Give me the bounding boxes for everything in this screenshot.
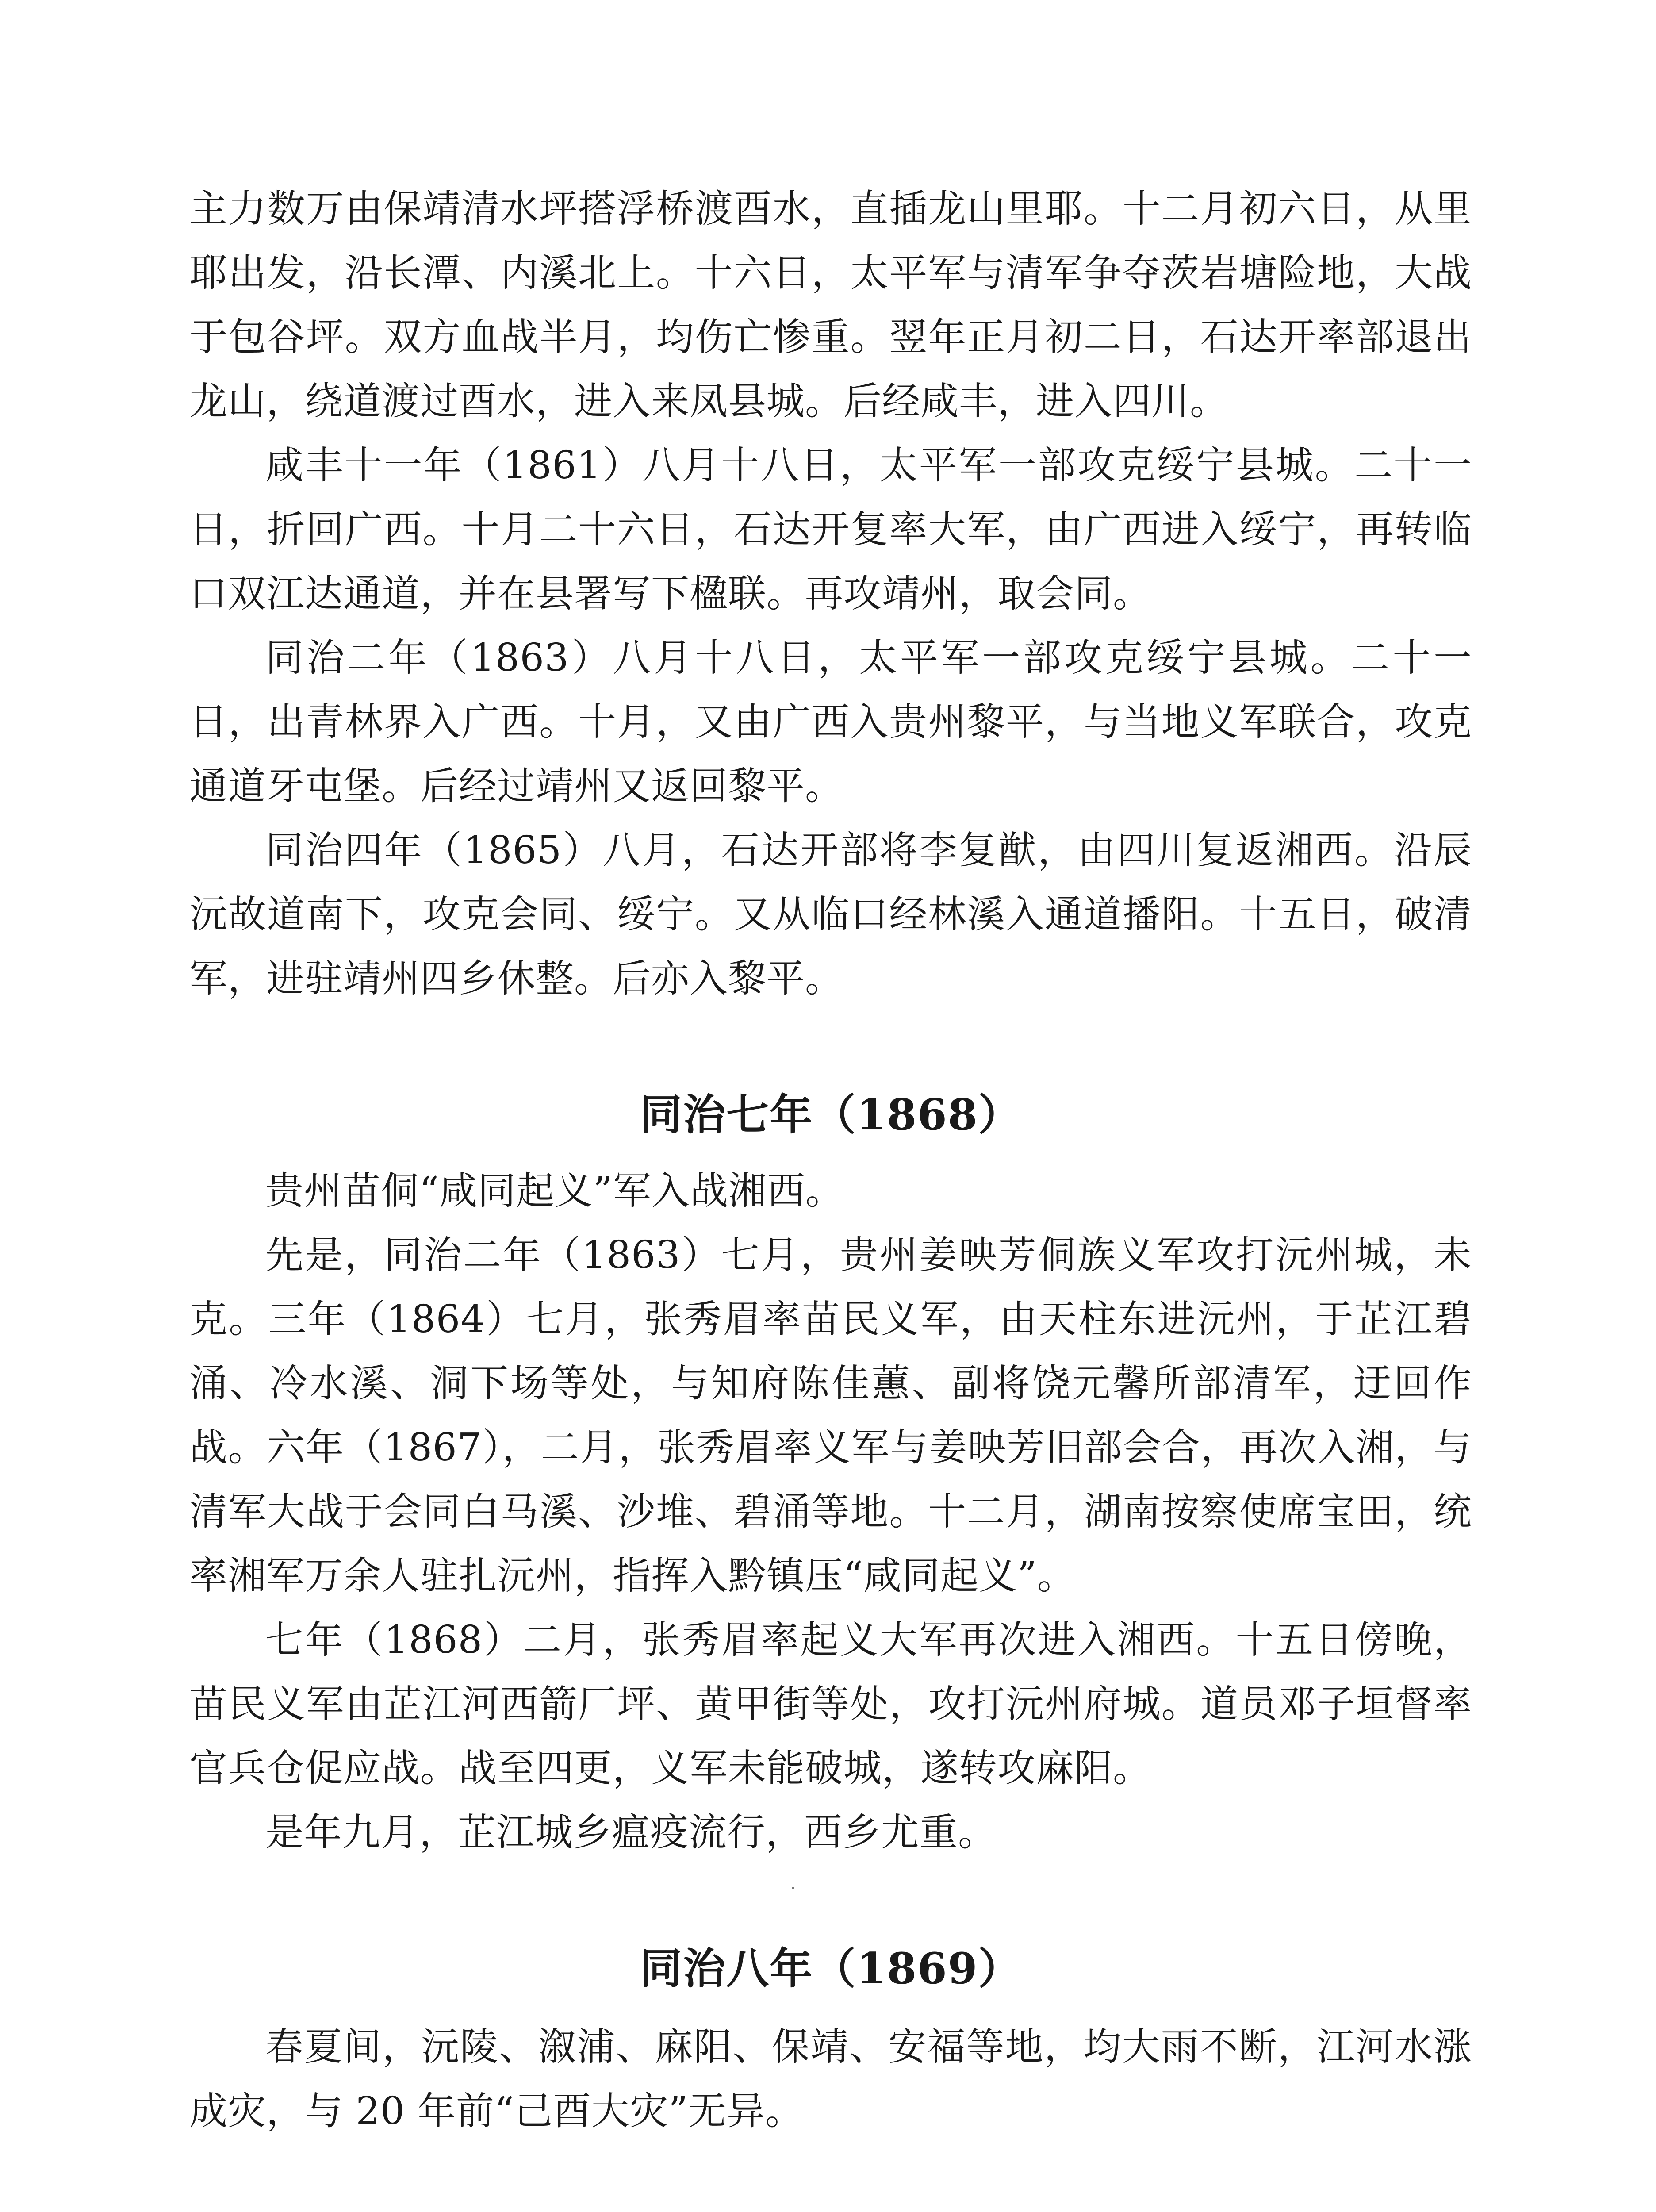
section-body [189,2015,1472,2143]
paragraph: 同治二年（1863）八月十八日，太平军一部攻克绥宁县城。二十一日，出青林界入广西。十月，又由广西入贵州黎平，与当地义军联合，攻克通道牙屯堡。后经过靖州又返回黎平。 [189,636,1472,808]
section-heading: 同治八年（1869） [640,1943,1022,1993]
paragraph: 先是，同治二年（1863）七月，贵州姜映芳侗族义军攻打沅州城，未克。三年（1864）七月，张秀眉率苗民义军，由天柱东进沅州，于芷江碧涌、冷水溪、洞下场等处，与知府陈佳蕙、副将饶元馨所部清军，迂回作战。六年（1867），二月，张秀眉率义军与姜映芳旧部会合，再次入湘，与清军大战于会同白马溪、沙堆、碧涌等地。十二月，湖南按察使席宝田，统率湘军万余人驻扎沅州，指挥入黔镇压“咸同起义”。 [189,1233,1472,1598]
paragraph: 是年九月，芷江城乡瘟疫流行，西乡尤重。 [265,1810,997,1855]
section-body [189,1159,1472,1865]
paragraph: 春夏间，沅陵、溆浦、麻阳、保靖、安福等地，均大雨不断，江河水涨成灾，与 20 年前“己酉大灾”无异。 [189,2025,1472,2133]
paragraph: 同治四年（1865）八月，石达开部将李复猷，由四川复返湘西。沿辰沅故道南下，攻克会同、绥宁。又从临口经林溪入通道播阳。十五日，破清军，进驻靖州四乡休整。后亦入黎平。 [189,828,1472,1001]
paragraph: 主力数万由保靖清水坪搭浮桥渡酉水，直插龙山里耶。十二月初六日，从里耶出发，沿长潭、内溪北上。十六日，太平军与清军争夺茨岩塘险地，大战于包谷坪。双方血战半月，均伤亡惨重。翌年正月初二日，石达开率部退出龙山，绕道渡过酉水，进入来凤县城。后经咸丰，进入四川。 [189,187,1472,423]
paragraph: 贵州苗侗“咸同起义”军入战湘西。 [265,1169,844,1213]
intro-section [189,177,1472,1011]
section-heading: 同治七年（1868） [640,1090,1022,1140]
paragraph: 七年（1868）二月，张秀眉率起义大军再次进入湘西。十五日傍晚，苗民义军由芷江河西箭厂坪、黄甲街等处，攻打沅州府城。道员邓子垣督率官兵仓促应战。战至四更，义军未能破城，遂转攻麻阳。 [189,1618,1472,1790]
page-speck [792,1887,794,1889]
paragraph: 咸丰十一年（1861）八月十八日，太平军一部攻克绥宁县城。二十一日，折回广西。十月二十六日，石达开复率大军，由广西进入绥宁，再转临口双江达通道，并在县署写下楹联。再攻靖州，取会同。 [189,443,1472,616]
